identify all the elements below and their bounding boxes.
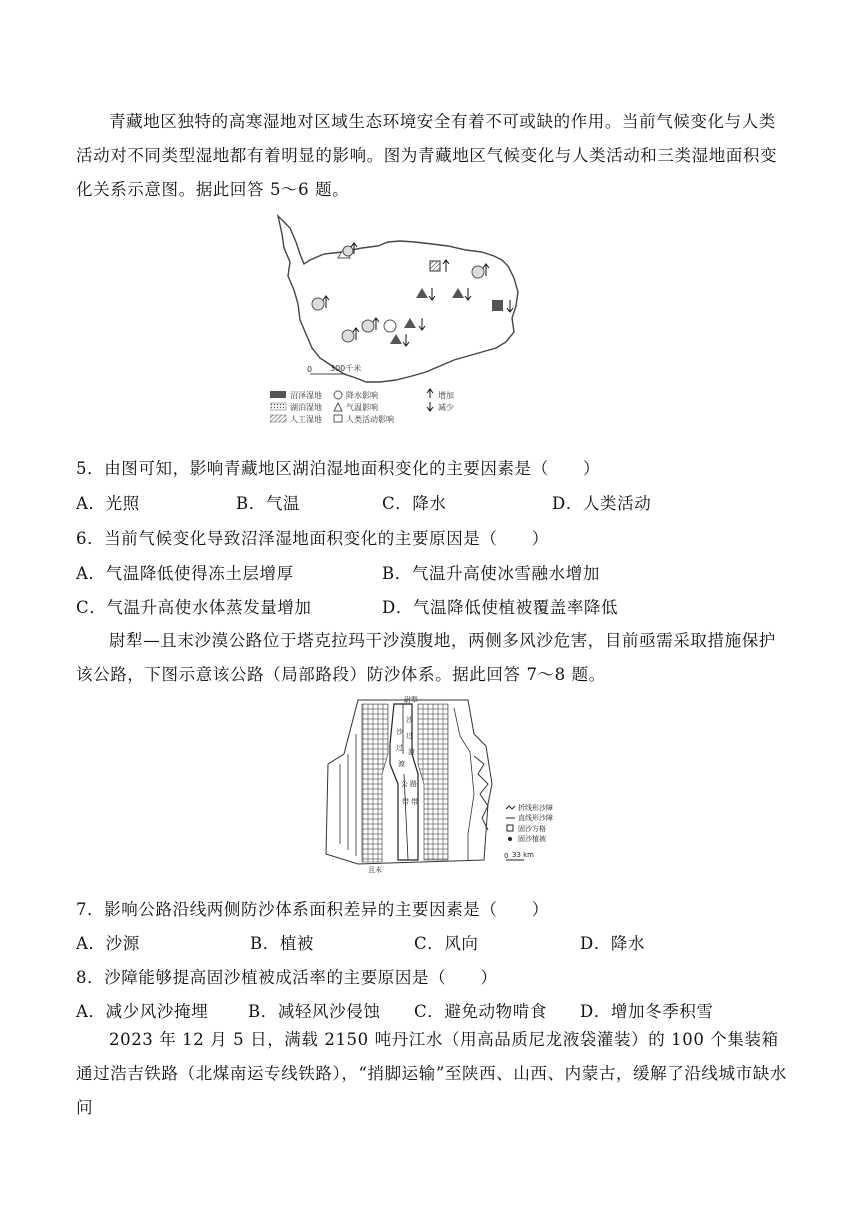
q5-option-a[interactable]: A．光照 bbox=[76, 494, 140, 513]
sand-protection-map bbox=[318, 694, 566, 884]
legend-grid: 固沙方格 bbox=[518, 825, 546, 833]
symbol-lake-precip-4 bbox=[342, 330, 354, 342]
passage-intro-5-6: 青藏地区独特的高寒湿地对区域生态环境安全有着不可或缺的作用。当前气候变化与人类活动对不同类型湿地都有着明显的影响。图为青藏地区气候变化与人类活动和三类湿地面积变化关系示意图。据此回答 5～6 题。 bbox=[76, 112, 778, 199]
scale-zero: 0 bbox=[307, 365, 313, 374]
symbol-swamp-temp-2 bbox=[452, 288, 464, 298]
q6-option-d[interactable]: D．气温降低使植被覆盖率降低 bbox=[382, 598, 619, 617]
system-legend bbox=[504, 803, 553, 860]
q7-option-d[interactable]: D．降水 bbox=[580, 934, 646, 953]
symbol-swamp-temp-1 bbox=[416, 288, 428, 298]
q5-option-d[interactable]: D．人类活动 bbox=[552, 494, 652, 513]
q8-option-c[interactable]: C．避免动物啃食 bbox=[414, 1002, 547, 1021]
passage-intro-7-8: 尉犁—且末沙漠公路位于塔克拉玛干沙漠腹地，两侧多风沙危害，目前亟需采取措施保护该公路，下图示意该公路（局部路段）防沙体系。据此回答 7～8 题。 bbox=[76, 631, 776, 684]
svg-text:沙: 沙 bbox=[406, 716, 413, 724]
q8-option-b[interactable]: B．减轻风沙侵蚀 bbox=[248, 1002, 381, 1021]
label-qiemo: 且末 bbox=[368, 866, 382, 874]
legend-plant: 固沙植被 bbox=[518, 835, 546, 843]
q8-option-a[interactable]: A．减少风沙掩埋 bbox=[76, 1002, 209, 1021]
svg-text:沙: 沙 bbox=[396, 728, 403, 736]
q6-option-b[interactable]: B．气温升高使冰雪融水增加 bbox=[382, 564, 600, 583]
svg-text:0: 0 bbox=[504, 852, 509, 860]
symbol-lake-precip-1 bbox=[343, 246, 353, 256]
grid-belt-right bbox=[418, 704, 448, 860]
symbol-precip-5 bbox=[384, 320, 396, 332]
legend-artificial: 人工湿地 bbox=[290, 415, 322, 424]
symbol-swamp-human bbox=[492, 300, 503, 311]
svg-text:带: 带 bbox=[402, 798, 409, 806]
question-7-stem: 7．影响公路沿线两侧防沙体系面积差异的主要因素是（ ） bbox=[76, 900, 549, 919]
scale-label: 300千米 bbox=[330, 364, 362, 373]
svg-text:渡: 渡 bbox=[398, 760, 405, 768]
q8-option-d[interactable]: D．增加冬季积雪 bbox=[580, 1002, 714, 1021]
symbol-lake-precip-2 bbox=[312, 298, 324, 310]
q6-option-a[interactable]: A．气温降低使得冻土层增厚 bbox=[76, 564, 294, 583]
svg-text:带: 带 bbox=[411, 798, 418, 806]
q5-option-b[interactable]: B．气温 bbox=[236, 494, 301, 513]
legend-decrease: 减少 bbox=[438, 403, 454, 412]
scale-33km: 33 km bbox=[512, 851, 535, 859]
grid-belt-left bbox=[362, 704, 388, 862]
q7-option-c[interactable]: C．风向 bbox=[414, 934, 479, 953]
zigzag-barrier bbox=[474, 756, 488, 830]
legend-human: 人类活动影响 bbox=[346, 415, 394, 424]
legend-zigzag: 折线形沙障 bbox=[518, 804, 553, 812]
q5-option-c[interactable]: C．降水 bbox=[382, 494, 447, 513]
svg-text:路: 路 bbox=[410, 780, 417, 788]
q7-option-a[interactable]: A．沙源 bbox=[76, 934, 140, 953]
map-legend bbox=[270, 389, 454, 424]
svg-text:渡: 渡 bbox=[408, 748, 415, 756]
svg-text:公: 公 bbox=[401, 780, 408, 788]
legend-precip: 降水影响 bbox=[346, 391, 378, 400]
symbol-lake-precip-3 bbox=[362, 320, 374, 332]
symbol-artificial bbox=[430, 261, 440, 271]
svg-text:过: 过 bbox=[406, 732, 413, 740]
question-8-stem: 8．沙障能够提高固沙植被成活率的主要原因是（ ） bbox=[76, 968, 498, 987]
wetland-change-map bbox=[270, 208, 530, 438]
legend-increase: 增加 bbox=[438, 391, 454, 400]
question-6-stem: 6．当前气候变化导致沼泽湿地面积变化的主要原因是（ ） bbox=[76, 529, 549, 548]
q6-option-c[interactable]: C．气温升高使水体蒸发量增加 bbox=[76, 598, 312, 617]
legend-straight: 直线形沙障 bbox=[518, 814, 553, 822]
passage-intro-9: 2023 年 12 月 5 日，满载 2150 吨丹江水（用高品质尼龙液袋灌装）的 100 个集装箱通过浩吉铁路（北煤南运专线铁路），“捎脚运输”至陕西、山西、内蒙古，缓解了沿线城市缺水问 bbox=[76, 1030, 787, 1117]
legend-lake: 湖泊湿地 bbox=[290, 403, 322, 412]
q7-option-b[interactable]: B．植被 bbox=[250, 934, 315, 953]
label-yuli: 尉犁 bbox=[404, 696, 418, 704]
svg-text:过: 过 bbox=[396, 744, 403, 752]
question-5-stem: 5．由图可知，影响青藏地区湖泊湿地面积变化的主要因素是（ ） bbox=[76, 459, 601, 478]
legend-temp: 气温影响 bbox=[346, 403, 378, 412]
legend-swamp: 沼泽湿地 bbox=[290, 391, 322, 400]
